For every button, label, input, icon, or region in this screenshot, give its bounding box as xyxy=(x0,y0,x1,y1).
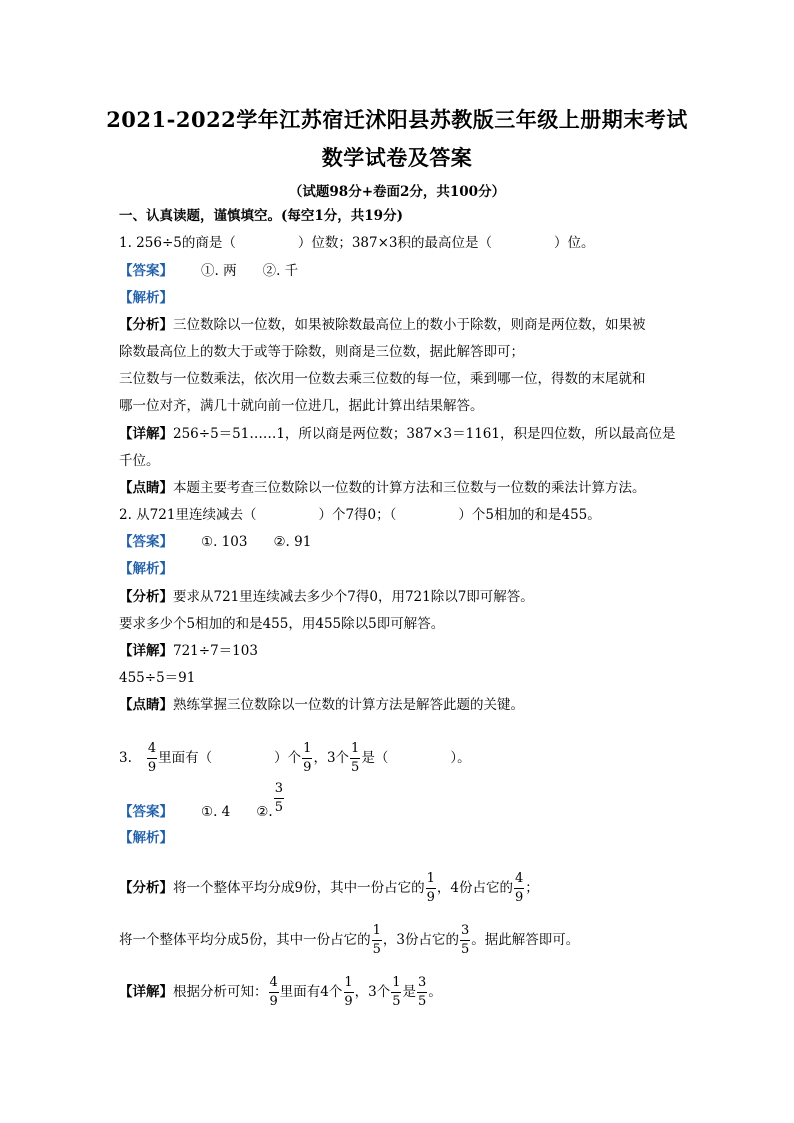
fenxi-tag: 【分析】 xyxy=(119,317,173,333)
q3-fenxi-1: 【分析】将一个整体平均分成9份，其中一份占它的 $\frac{1}{9}$ ，4份占它的 $\frac{4}{9}$ ； xyxy=(119,871,539,905)
q1-fenxi-4: 哪一位对齐，满几十就向前一位进几，据此计算出结果解答。 xyxy=(119,398,484,414)
q1-jiexi xyxy=(119,288,173,308)
q3-answer-2: ②. xyxy=(256,804,273,820)
q1-text-a: 1. 256÷5的商是（ xyxy=(119,235,236,251)
fraction-3-5: $\frac{3}{5}$ xyxy=(418,975,427,1009)
q1-xiangjie-1: 【详解】256÷5＝51……1，所以商是两位数；387×3＝1161，积是四位数，所以最高位是 xyxy=(119,426,676,442)
q1-fenxi-2: 除数最高位上的数大于或等于除数，则商是三位数，据此解答即可； xyxy=(119,344,524,360)
q3-jiexi: 【解析】 xyxy=(119,830,173,846)
q2-fenxi-2: 要求多少个5相加的和是455，用455除以5即可解答。 xyxy=(119,616,445,632)
xiangjie-tag: 【详解】 xyxy=(119,426,173,442)
q1-question xyxy=(119,233,595,253)
q1-text-c: ）位。 xyxy=(554,235,595,251)
answer-tag: 【答案】 xyxy=(119,263,173,279)
q3-answer-1: ①. 4 xyxy=(201,804,231,820)
q2-xiangjie-label: 【详解】721÷7＝103 xyxy=(119,643,258,659)
q1-answer xyxy=(119,261,298,281)
q2-jiexi: 【解析】 xyxy=(119,561,173,577)
fraction-1-5: $\frac{1}{5}$ xyxy=(351,741,360,775)
q1-xiangjie-2: 千位。 xyxy=(119,453,160,469)
q1-text-b: ）位数；387×3积的最高位是（ xyxy=(297,235,493,251)
fraction-1-9: $\frac{1}{9}$ xyxy=(426,871,435,905)
q3-fenxi-2: 将一个整体平均分成5份，其中一份占它的 $\frac{1}{5}$ ，3份占它的 $\frac{3}{5}$ 。据此解答即可。 xyxy=(119,923,580,957)
section-heading: 一、认真读题，谨慎填空。(每空1分，共19分) xyxy=(119,208,403,224)
answer-fraction-3-5: $\frac{3}{5}$ xyxy=(274,781,283,815)
q3-question: 3. $\frac{4}{9}$ 里面有（ ）个 $\frac{1}{9}$ ，3个 $\frac{1}{5}$ 是（ ）。 xyxy=(119,741,471,775)
fraction-4-9: $\frac{4}{9}$ xyxy=(514,871,524,905)
q1-dianjing: 【点睛】本题主要考查三位数除以一位数的计算方法和三位数与一位数的乘法计算方法。 xyxy=(119,480,646,496)
doc-title-line1: 2021-2022学年江苏宿迁沭阳县苏教版三年级上册期末考试 xyxy=(106,107,688,132)
dianjing-tag: 【点睛】 xyxy=(119,480,173,496)
q3-number: 3. xyxy=(119,750,132,766)
q2-text-b: ）个7得0；（ xyxy=(318,507,397,523)
q2-answer: 【答案】 ①. 103 ②. 91 xyxy=(119,534,312,550)
q2-answer-1: ①. 103 xyxy=(201,534,248,550)
q3-answer: 【答案】 ①. 4 ②. $\frac{3}{5}$ xyxy=(119,781,283,820)
q1-fenxi-3: 三位数与一位数乘法，依次用一位数去乘三位数的每一位，乘到哪一位，得数的末尾就和 xyxy=(119,371,646,387)
q2-text-c: ）个5相加的和是455。 xyxy=(458,507,601,523)
jiexi-tag: 【解析】 xyxy=(119,290,173,306)
fraction-4-9: $\frac{4}{9}$ xyxy=(269,975,278,1009)
fraction-1-5: $\frac{1}{5}$ xyxy=(372,923,381,957)
q2-answer-2: ②. 91 xyxy=(273,534,312,550)
score-note: （试题98分+卷面2分，共100分） xyxy=(288,184,506,200)
fraction-1-5: $\frac{1}{5}$ xyxy=(392,975,401,1009)
fraction-1-9: $\frac{1}{9}$ xyxy=(303,741,312,775)
fraction-3-5: $\frac{3}{5}$ xyxy=(460,923,470,957)
q2-dianjing: 【点睛】熟练掌握三位数除以一位数的计算方法是解答此题的关键。 xyxy=(119,697,524,713)
q2-question xyxy=(119,505,601,525)
q2-xiangjie-2: 455÷5＝91 xyxy=(119,670,196,686)
q3-xiangjie: 【详解】根据分析可知： $\frac{4}{9}$ 里面有4个 $\frac{1}{9}$ ，3个 $\frac{1}{5}$ 是 $\frac{3}{5}$ 。 xyxy=(119,975,442,1009)
q1-answer-1: ①. 两 xyxy=(201,263,237,279)
fraction-1-9: $\frac{1}{9}$ xyxy=(344,975,353,1009)
q2-text-a: 2. 从721里连续减去（ xyxy=(119,507,257,523)
fraction-4-9: $\frac{4}{9}$ xyxy=(147,741,157,775)
q2-fenxi-1: 【分析】要求从721里连续减去多少个7得0，用721除以7即可解答。 xyxy=(119,589,534,605)
doc-title-line2: 数学试卷及答案 xyxy=(321,145,473,170)
q1-fenxi-1: 【分析】三位数除以一位数，如果被除数最高位上的数小于除数，则商是两位数，如果被 xyxy=(119,317,646,333)
q1-answer-2: ②. 千 xyxy=(262,263,299,279)
